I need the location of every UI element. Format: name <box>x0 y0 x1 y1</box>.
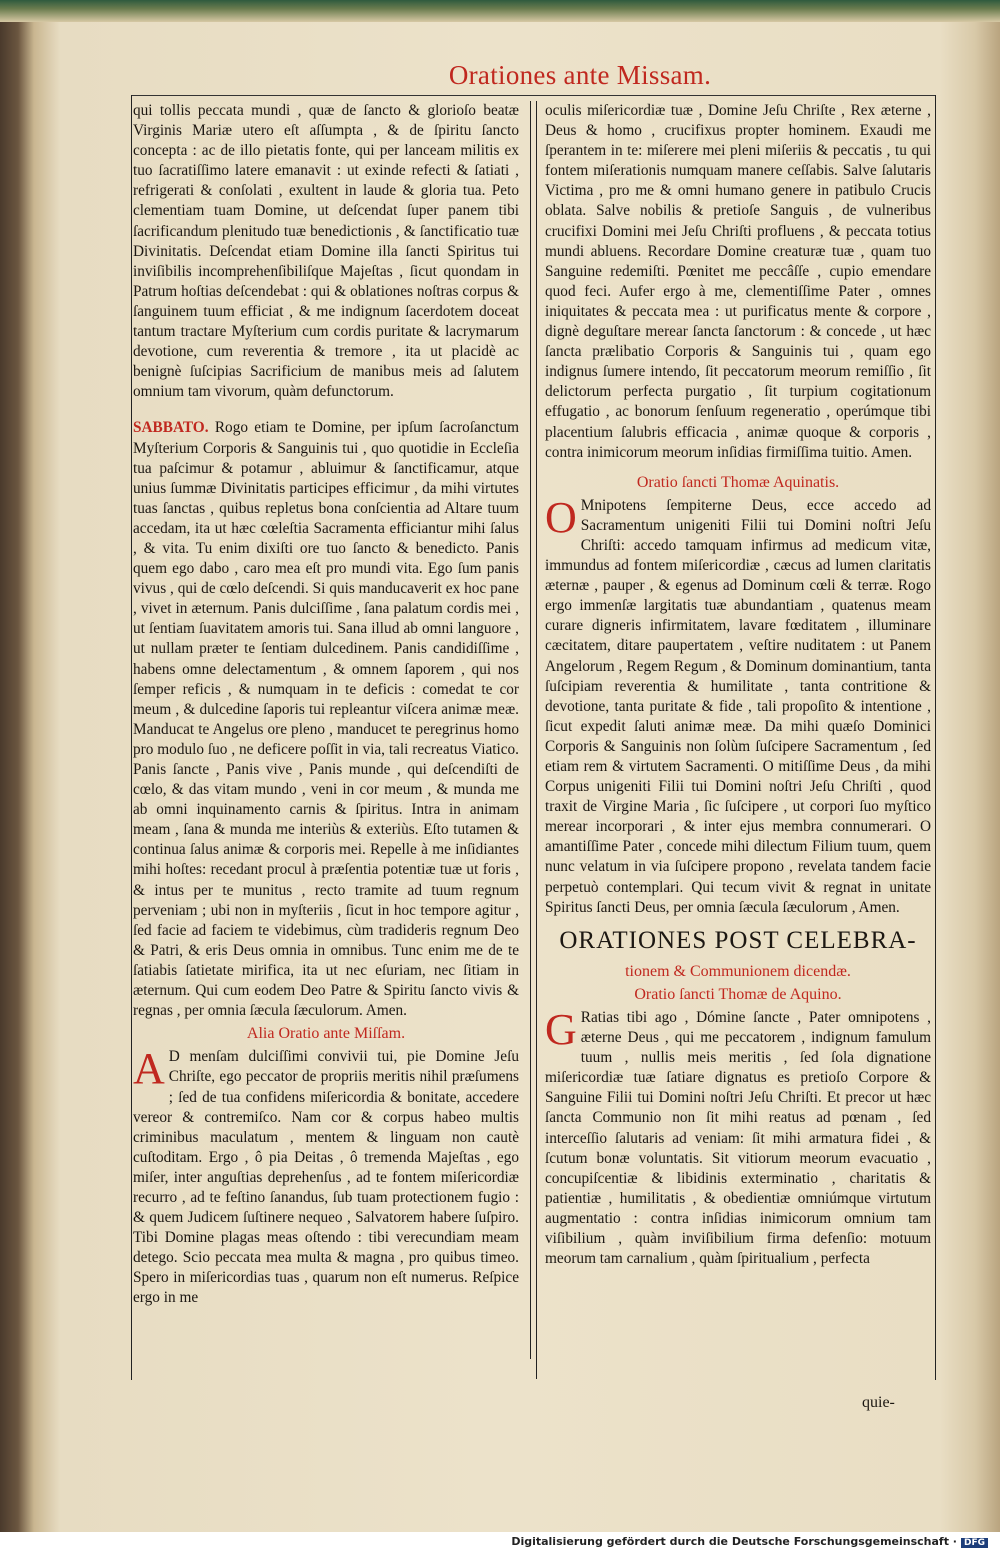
omnipotens-paragraph <box>545 492 931 918</box>
right-column <box>545 101 931 1379</box>
left-rule <box>131 95 132 1380</box>
center-rule-a <box>530 101 531 1359</box>
drop-cap-g: G <box>545 1004 577 1054</box>
left-column <box>133 101 519 1379</box>
right-para-1: oculis miſericordiæ tuæ , Domine Jeſu Chriſte , Rex æterne , Deus & homo , crucifixus propter hominem. Exaudi me ſperantem in te: miſerere mei pleni miſeriis & peccatis , tu qui fontem miſerationis numquam manere ceſſabis. Salve ſalutaris Victima , pro me & omni humano genere in patibulo Crucis oblata. Salve nobilis & pretioſe Sanguis , de vulneribus crucifixi Domini mei Jeſu Chriſti profluens , & peccata totius mundi abluens. Recordare Domine creaturæ tuæ , quam tuo Sanguine redemiſti. Pœnitet me peccâſſe , cupio emendare quod feci. Aufer ergo à me, clementiſſime Pater , omnes iniquitates & peccata mea : ut purificatus mente & corpore , dignè deguſtare merear ſancta ſanctorum : & concede , ut hæc ſancta prælibatio Corporis & Sanguinis tui , quam ego indignus ſumere intendo, ſit peccatorum meorum remiſſio , ſit delictorum perfecta purgatio , ſit turpium cogitationum effugatio , ac bonorum ſenſuum regeneratio , operúmque tibi placentium ſalubris efficacia , animæ quoque & corporis , contra inimicorum meorum inſidias firmiſſima tuitio. Amen. <box>545 102 931 461</box>
sabbato-text: Rogo etiam te Domine, per ipſum ſacroſanctum Myſterium Corporis & Sanguinis tui , quo quotidie in Eccleſia tua paſcimur & potamur , abluimur & ſanctificamur, atque unius ſummæ Divinitatis participes efficimur , da mihi virtutes tuas ſanctas , quibus repletus bona conſcientia ad Altare tuum accedam, ita ut hæc cœleſtia Sacramenta efficiantur mihi ſalus , & vita. Tu enim dixiſti ore tuo ſancto & benedicto. Panis quem ego dabo , caro mea eſt pro mundi vita. Ego ſum panis vivus , qui de cœlo deſcendi. Si quis manducaverit ex hoc pane , vivet in æternum. Panis dulciſſime , ſana palatum cordis mei , ut ſentiam ſuavitatem amoris tui. Sana illud ab omni languore , ut nullam præter te ſentiam dulcedinem. Panis candidiſſime , habens omne delectamentum , & omnem ſaporem , qui nos ſemper reficis , & numquam in te deficis : comedat te cor meum , & dulcedine ſaporis tui repleantur viſcera animæ meæ. Manducat te Angelus ore pleno , manducet te peregrinus homo pro modulo ſuo , ne deficere poſſit in via, tali recreatus Viatico. Panis ſancte , Panis vive , Panis munde , qui deſcendiſti de cœlo, & das vitam mundo , veni in cor meum , & munda me ab omni inquinamento carnis & ſpiritus. Intra in animam meam , ſana & munda me interiùs & exteriùs. Eſto tutamen & continua ſalus animæ & corporis mei. Repelle à me inſidiantes mihi hoſtes: recedant procul à præſentia potentiæ tuæ ut foris , & intus per te munitus , recto tramite ad tuum regnum perveniam ; ubi non in myſteriis , ſicut in hoc tempore agitur , ſed facie ad faciem te videbimus, cùm tradideris regnum Deo & Patri, & eris Deus omnia in omnibus. Tunc enim me de te ſatiabis ſatietate mirifica, ita ut nec eſuriam, nec ſitiam in æternum. Qui cum eodem Deo Patre & Spiritu ſancto vivis & regnas , per omnia ſæcula ſæculorum. Amen. <box>133 419 519 1020</box>
funding-footer <box>511 1535 988 1548</box>
footer-text: Digitalisierung gefördert durch die Deutsche Forschungsgemeinschaft · <box>511 1535 957 1548</box>
alia-text: D menſam dulciſſimi convivii tui, pie Domine Jeſu Chriſte, ego peccator de propriis meritis nihil præſumens ; ſed de tua confidens miſericordia & bonitate, accedere vereor & contremiſco. Nam cor & corpus habeo multis criminibus maculatum , mentem & linguam non cautè cuſtoditam. Ergo , ô pia Deitas , ô tremenda Majeſtas , ego miſer, inter anguſtias deprehenſus , ad te fontem miſericordiæ recurro , ad te feſtino ſanandus, ſub tuam protectionem fugio : & quem Judicem ſuſtinere nequeo , Salvatorem habere ſuſpiro. Tibi Domine plagas meas oſtendo : tibi verecundiam meam detego. Scio peccata mea multa & magna , pro quibus timeo. Spero in miſericordias tuas , quarum non eſt numerus. Reſpice ergo in me <box>133 1048 519 1307</box>
center-rule-b <box>536 101 537 1379</box>
gratias-paragraph <box>545 1004 931 1269</box>
section-title: ORATIONES POST CELEBRA- <box>559 926 917 954</box>
section-subtitle: tionem & Communionem dicendæ. <box>625 962 851 980</box>
rubric-alia-oratio: Alia Oratio ante Miſſam. <box>246 1025 406 1043</box>
dfg-logo-icon: DFG <box>961 1538 988 1548</box>
sabbato-label: SABBATO. <box>133 419 209 437</box>
drop-cap-o: O <box>545 492 577 542</box>
right-rule <box>935 95 936 1380</box>
rubric-thomae-de-aquino: Oratio ſancti Thomæ de Aquino. <box>634 985 842 1003</box>
rubric-thomae-aquinatis: Oratio ſancti Thomæ Aquinatis. <box>636 473 840 491</box>
page-top-edge <box>0 0 1000 22</box>
alia-paragraph <box>133 1044 519 1308</box>
drop-cap-a: A <box>133 1044 165 1094</box>
left-para-1: qui tollis peccata mundi , quæ de ſancto & glorioſo beatæ Virginis Mariæ utero eſt aſſumpta , & de ſpiritu ſancto concepta : ac de illo pietatis fonte, qui per lanceam militis ex tuo ſacratiſſimo latere emanavit : ut exinde refecti & ſatiati , refrigerati & conſolati , exultent in laude & gloria tua. Peto clementiam tuam Domine, ut deſcendat ſuper panem tibi ſacrificandum plenitudo tuæ benedictionis , & ſanctificatio tuæ Divinitatis. Deſcendat etiam Domine illa ſancti Spiritus tui inviſibilis incomprehenſibiliſque Majeſtas , ſicut quondam in Patrum hoſtias deſcendebat : qui & oblationes noſtras corpus & ſanguinem tuum efficiat , & me indignum ſacerdotem doceat tantum tractare Myſterium cum cordis puritate & lacrymarum devotione, cum reverentia & tremore , ita ut placidè ac benignè ſuſcipias Sacrificium de manibus meis ad ſalutem omnium tam vivorum, quàm defunctorum. <box>133 102 519 401</box>
gratias-text: Ratias tibi ago , Dómine ſancte , Pater omnipotens , æterne Deus , qui me peccatorem , indignum famulum tuum , nullis meis meritis , ſed ſola dignatione miſericordiæ tuæ ſatiare dignatus es pretioſo Corpore & Sanguine Filii tui Domini noſtri Jeſu Chriſti. Et precor ut hæc ſancta Communio non ſit mihi reatus ad pœnam , ſed interceſſio ſalutaris ad veniam: ſit mihi armatura fidei , & ſcutum bonæ voluntatis. Sit vitiorum meorum evacuatio , concupiſcentiæ & libidinis exterminatio , charitatis & patientiæ , humilitatis , & obedientiæ omniúmque virtutum augmentatio : contra inſidias inimicorum omnium tam viſibilium , quàm inviſibilium firma defenſio: motuum meorum tam carnalium , quàm ſpiritualium , perfecta <box>545 1008 931 1268</box>
running-head: Orationes ante Missam. <box>448 60 712 90</box>
omnipotens-text: Mnipotens ſempiterne Deus, ecce accedo ad Sacramentum unigeniti Filii tui Domini noſtri Jeſu Chriſti: accedo tamquam infirmus ad medicum vitæ, immundus ad fontem miſericordiæ , cæcus ad lumen claritatis æternæ , pauper , & egenus ad Dominum cœli & terræ. Rogo ergo immenſæ largitatis tuæ abundantiam , quatenus meam curare digneris infirmitatem, lavare fœditatem , illuminare cæcitatem, ditare paupertatem , veſtire nuditatem : ut Panem Angelorum , Regem Regum , & Dominum dominantium, tanta ſuſcipiam reverentia & humilitate , tanta contritione & devotione, tanta puritate & fide , tali propoſito & intentione , ſicut expedit ſaluti animæ meæ. Da mihi quæſo Dominici Corporis & Sanguinis non ſolùm ſuſcipere Sacramentum , ſed etiam rem & virtutem Sacramenti. O mitiſſime Deus , da mihi Corpus unigeniti Filii tui Domini noſtri Jeſu Chriſti , quod traxit de Virgine Maria , ſic ſuſcipere , ut corpori ſuo myſtico merear incorporari , & inter ejus membra connumerari. O amantiſſime Pater , concede mihi dilectum Filium tuum, quem nunc velatum in via ſuſcipere propono , revelata tandem facie perpetuò contemplari. Qui tecum vivit & regnat in unitate Spiritus ſancti Deus, per omnia ſæcula ſæculorum , Amen. <box>545 496 931 916</box>
catchword: quie- <box>862 1394 895 1411</box>
sabbato-paragraph <box>133 418 519 1021</box>
